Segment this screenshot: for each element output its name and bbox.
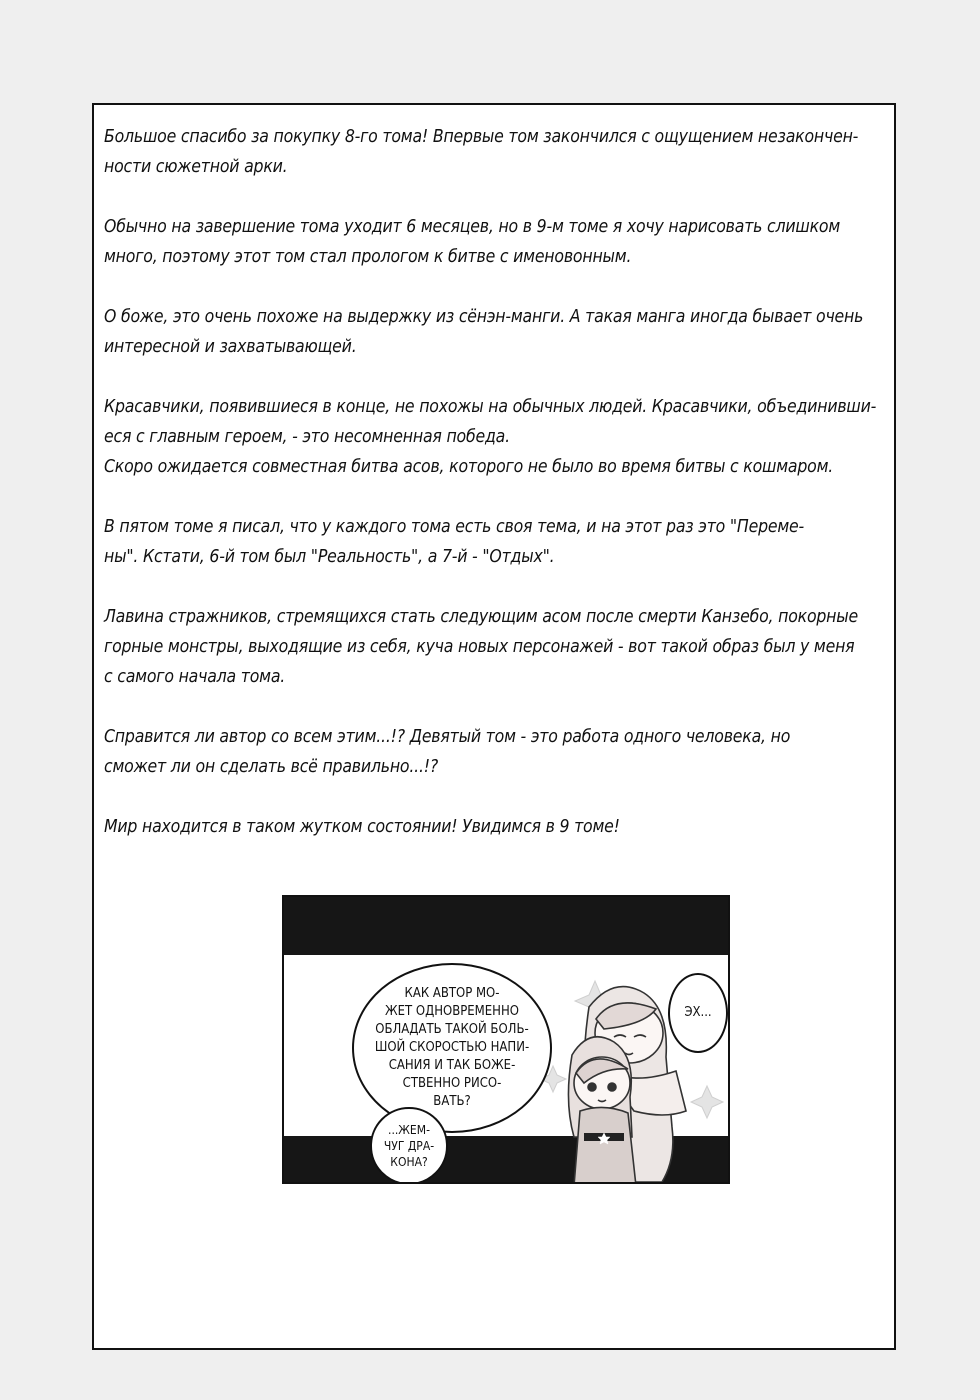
paragraph-2 [104, 212, 884, 272]
text-line: горные монстры, выходящие из себя, куча новых персонажей - вот такой образ был у меня [104, 637, 855, 657]
paragraph-4 [104, 392, 884, 482]
text-line: еся с главным героем, - это несомненная победа. [104, 427, 510, 447]
paragraph-3 [104, 302, 884, 362]
speech-bubble-left [352, 963, 552, 1133]
text-line: Обычно на завершение тома уходит 6 месяцев, но в 9-м томе я хочу нарисовать слишком [104, 217, 841, 237]
speech-bubble-bottom [370, 1107, 448, 1184]
text-line: ности сюжетной арки. [104, 157, 288, 177]
afterword-text [104, 122, 884, 872]
text-line: Лавина стражников, стремящихся стать следующим асом после смерти Канзебо, покорные [104, 607, 858, 627]
text-line: много, поэтому этот том стал прологом к битве с именовонным. [104, 247, 632, 267]
text-line: сможет ли он сделать всё правильно...!? [104, 757, 439, 777]
text-line: Скоро ожидается совместная битва асов, которого не было во время битвы с кошмаром. [104, 457, 834, 477]
text-line: Большое спасибо за покупку 8-го тома! Впервые том закончился с ощущением незакончен- [104, 127, 859, 147]
paragraph-8 [104, 812, 884, 842]
paragraph-6 [104, 602, 884, 692]
text-line: О боже, это очень похоже на выдержку из сёнэн-манги. А такая манга иногда бывает очень [104, 307, 864, 327]
paragraph-1 [104, 122, 884, 182]
text-line: В пятом томе я писал, что у каждого тома есть своя тема, и на этот раз это "Переме- [104, 517, 805, 537]
manga-panel [282, 895, 730, 1184]
speech-bubble-left-text: КАК АВТОР МО- ЖЕТ ОДНОВРЕМЕННО ОБЛАДАТЬ ТАКОЙ БОЛЬ- ШОЙ СКОРОСТЬЮ НАПИ- САНИЯ И ТАК БОЖЕ- СТВЕННО РИСО- ВАТЬ? [374, 986, 530, 1109]
text-line: Мир находится в таком жутком состоянии! Увидимся в 9 томе! [104, 817, 620, 837]
speech-bubble-bottom-text: ...ЖЕМ- ЧУГ ДРА- КОНА? [383, 1123, 435, 1169]
text-line: ны". Кстати, 6-й том был "Реальность", а 7-й - "Отдых". [104, 547, 555, 567]
speech-bubble-right-text: ЭХ... [684, 1005, 712, 1020]
text-line: Красавчики, появившиеся в конце, не похожы на обычных людей. Красавчики, объединивши- [104, 397, 877, 417]
paragraph-5 [104, 512, 884, 572]
speech-bubble-right [668, 973, 728, 1053]
paragraph-7 [104, 722, 884, 782]
text-line: интересной и захватывающей. [104, 337, 357, 357]
text-line: с самого начала тома. [104, 667, 286, 687]
text-line: Справится ли автор со всем этим...!? Девятый том - это работа одного человека, но [104, 727, 791, 747]
